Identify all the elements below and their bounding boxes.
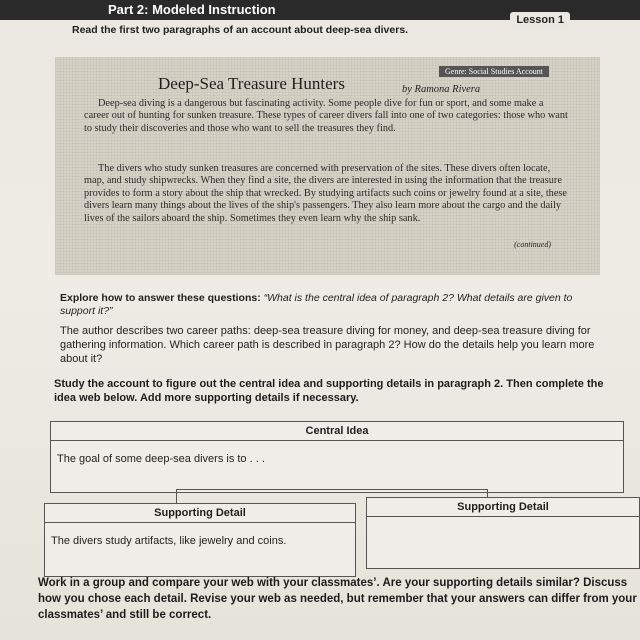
central-idea-text[interactable]: The goal of some deep-sea divers is to . . .	[57, 453, 265, 465]
supporting-detail-box-2[interactable]	[366, 497, 640, 569]
explore-lead: Explore how to answer these questions:	[60, 292, 261, 304]
supporting-detail-header-2: Supporting Detail	[367, 498, 639, 517]
central-idea-box[interactable]	[50, 421, 624, 493]
central-idea-header: Central Idea	[51, 422, 623, 441]
explore-question: “What is the central idea of paragraph 2? What details are given to support it?”	[60, 292, 573, 317]
article-passage	[56, 58, 599, 274]
article-author: by Ramona Rivera	[402, 84, 481, 95]
supporting-detail-header-1: Supporting Detail	[45, 504, 355, 523]
explore-explanation: The author describes two career paths: deep-sea treasure diving for money, and deep-sea treasure diving for gathering information. Which career path is described in paragraph 2? How do the details help you learn more about it?	[60, 325, 595, 365]
lesson-label: Lesson 1	[510, 12, 570, 28]
article-paragraph-1: Deep-sea diving is a dangerous but fascinating activity. Some people dive for fun or sport, and some make a career out of hunting for sunken treasure. These types of career divers fall into one of two categories: those who want to study their discoveries and those who want to sell the treasures they find.	[84, 98, 568, 134]
part-title: Part 2: Modeled Instruction	[108, 2, 276, 17]
study-instruction: Study the account to figure out the central idea and supporting details in paragraph 2. Then complete the idea web below. Add more supporting details if necessary.	[54, 378, 604, 404]
supporting-detail-box-1[interactable]	[44, 503, 356, 577]
article-paragraph-2: The divers who study sunken treasures are concerned with preservation of the sites. These divers often locate, map, and study shipwrecks. When they find a site, the divers are interested in using the information that the treasure provides to form a story about the ship that wrecked. By studying artifacts such coins or jewelry found at a site, these divers learn many things about the lives of the ship's passengers. They also learn more about the cargo and the daily lives of the sailors aboard the ship. Sometimes they even learn why the ship sank.	[84, 163, 567, 224]
continued-note: (continued)	[514, 240, 551, 249]
genre-label: Genre: Social Studies Account	[439, 66, 549, 77]
supporting-detail-text-1[interactable]: The divers study artifacts, like jewelry and coins.	[51, 535, 287, 547]
group-work-instruction: Work in a group and compare your web with your classmates’. Are your supporting details similar? Discuss how you chose each detail. Revise your web as needed, but remember that your answers can differ from your classmates’ and still be correct.	[38, 577, 637, 621]
article-title: Deep-Sea Treasure Hunters	[158, 74, 345, 93]
explore-prompt	[60, 292, 610, 318]
supporting-detail-text-2[interactable]	[367, 517, 639, 529]
reading-instruction: Read the first two paragraphs of an account about deep-sea divers.	[72, 24, 409, 36]
